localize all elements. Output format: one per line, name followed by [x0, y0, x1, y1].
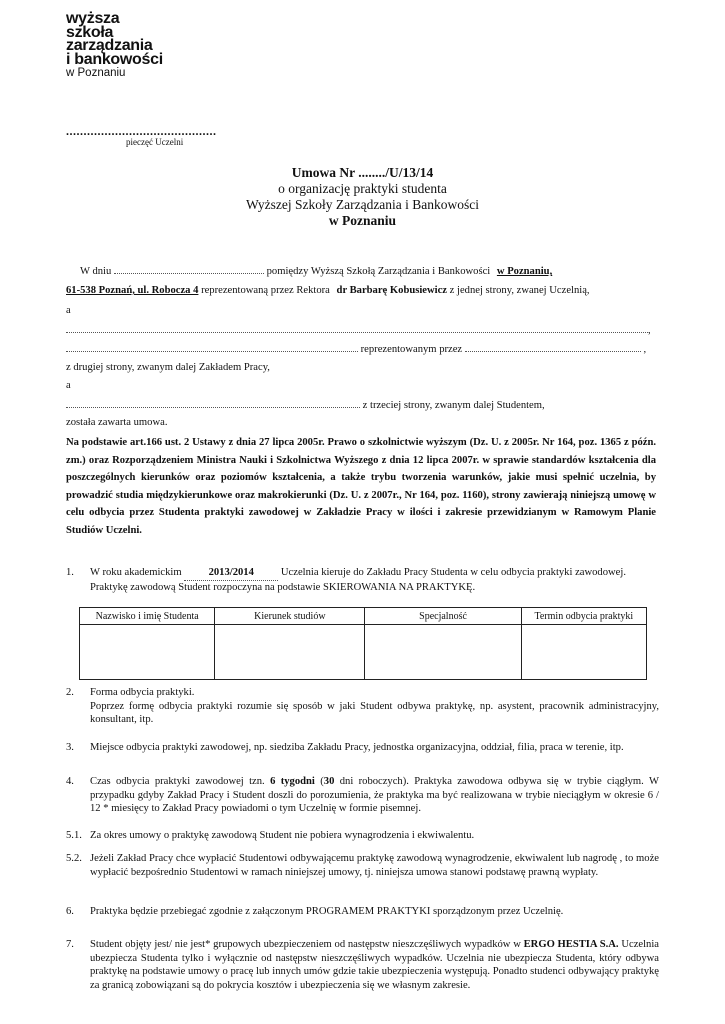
- intro-line-company: ,: [66, 323, 659, 337]
- clause-5-2: 5.2. Jeżeli Zakład Pracy chce wypłacić Studentowi odbywającemu praktykę zawodową wynagrodzenie, ekwiwalent lub nagrodę , to może wypłacić bezpośrednio Studentowi w ramach niniejszej umowy, tj. niniejsza umowa stanowi podstawę prawną wypłaty.: [66, 853, 659, 878]
- intro-a-2: a: [66, 380, 71, 391]
- clause-3: 3. Miejsce odbycia praktyki zawodowej, np. siedziba Zakładu Pracy, jednostka organizacyjna, oddział, filia, praca w terenie, itp.: [66, 742, 624, 753]
- clause-5-1: 5.1. Za okres umowy o praktykę zawodową Student nie pobiera wynagrodzenia i ekwiwalentu.: [66, 830, 475, 841]
- intro-line-student: z trzeciej strony, zwanym dalej Studentem,: [66, 398, 659, 412]
- date-field[interactable]: [114, 264, 264, 274]
- intro-line-2: 61-538 Poznań, ul. Robocza 4 reprezentowaną przez Rektora dr Barbarę Kobusiewicz z jednej strony, zwanej Uczelnią,: [66, 285, 590, 296]
- field-of-study-cell[interactable]: [215, 625, 365, 680]
- clause-7: 7. Student objęty jest/ nie jest* grupowych ubezpieczeniem od następstw nieszczęśliwych wypadków w ERGO HESTIA S.A. Uczelnia ubezpiecza Studenta tylko i wyłącznie od następstw nieszczęśliwych wypadków. Uczelnia nie ubezpiecza Studenta, który odbywa praktykę na podstawie umowy o pracę lub innych umów gdzie takie ubezpieczenia występują. Ponadto studenci odbywający praktykę za granicą zobowiązani są do pokrycia kosztów i ubezpieczenia się we własnym zakresie.: [66, 939, 659, 991]
- specialization-cell[interactable]: [365, 625, 521, 680]
- academic-year: 2013/2014: [184, 566, 278, 581]
- university-logo: wyższa szkoła zarządzania i bankowości w Poznaniu: [66, 10, 163, 79]
- document-title: Umowa Nr ......../U/13/14 o organizację praktyki studenta Wyższej Szkoły Zarządzania i Bankowości w Poznaniu: [245, 165, 480, 228]
- column-header: Nazwisko i imię Studenta: [80, 608, 215, 625]
- seal-placeholder: ...........................................: [66, 124, 217, 138]
- clause-6: 6. Praktyka będzie przebiegać zgodnie z załączonym PROGRAMEM PRAKTYKI sporządzonym przez Uczelnię.: [66, 906, 564, 917]
- intro-side-two: z drugiej strony, zwanym dalej Zakładem Pracy,: [66, 362, 270, 373]
- student-table: [79, 607, 647, 680]
- clause-4: 4. Czas odbycia praktyki zawodowej tzn. 6 tygodni (30 dni roboczych). Praktyka zawodowa odbywa się w trybie ciągłym. W przypadku gdyby Zakład Pracy i Student doszli do porozumienia, że praktyka ma być realizowana w trybie nieciągłym w okresie 6 / 12 * miesięcy to Zakład Pracy powiadomi o tym Uczelnię w formie pisemnej.: [66, 776, 659, 814]
- seal-label: pieczęć Uczelni: [126, 137, 184, 147]
- table-row: [80, 625, 647, 680]
- internship-term-cell[interactable]: [521, 625, 646, 680]
- legal-basis: Na podstawie art.166 ust. 2 Ustawy z dnia 27 lipca 2005r. Prawo o szkolnictwie wyższym (Dz. U. z 2005r. Nr 164, poz. 1365 z późn. zm.) oraz Rozporządzeniem Ministra Nauki i Szkolnictwa Wyższego z dnia 12 lipca 2007r. w sprawie standardów kształcenia dla poszczególnych kierunków oraz poziomów kształcenia, a także trybu tworzenia warunków, jakie musi spełnić uczelnia, by prowadzić studia międzykierunkowe oraz makrokierunki (Dz. U. z 2007r., Nr 164, poz. 1160), strony zawierają niniejszą umowę w celu odbycia przez Studenta praktyki zawodowej w Zakładzie Pracy w ilości i zakresie przewidzianym w Ramowym Planie Studiów Uczelni.: [66, 437, 656, 536]
- intro-a-1: a: [66, 305, 71, 316]
- student-field[interactable]: [66, 398, 360, 408]
- clause-2: 2. Forma odbycia praktyki. Poprzez formę odbycia praktyki rozumie się sposób w jaki Student odbywa praktykę, np. asystent, pracownik administracyjny, konsultant, itp.: [66, 687, 659, 725]
- student-name-cell[interactable]: [80, 625, 215, 680]
- representative-field[interactable]: [465, 342, 641, 352]
- column-header: Kierunek studiów: [215, 608, 365, 625]
- column-header: Specjalność: [365, 608, 521, 625]
- intro-line-representative: reprezentowanym przez ,: [66, 342, 659, 356]
- company-continued-field[interactable]: [66, 342, 358, 352]
- intro-concluded: została zawarta umowa.: [66, 417, 168, 428]
- company-field[interactable]: [66, 323, 648, 333]
- intro-line-1: W dniu pomiędzy Wyższą Szkołą Zarządzania i Bankowości w Poznaniu,: [80, 266, 553, 277]
- column-header: Termin odbycia praktyki: [521, 608, 646, 625]
- table-header-row: [80, 608, 647, 625]
- clause-1: 1. W roku akademickim 2013/2014 Uczelnia kieruje do Zakładu Pracy Studenta w celu odbycia praktyki zawodowej. Praktykę zawodową Student rozpoczyna na podstawie SKIEROWANIA NA PRAKTYKĘ.: [66, 567, 626, 593]
